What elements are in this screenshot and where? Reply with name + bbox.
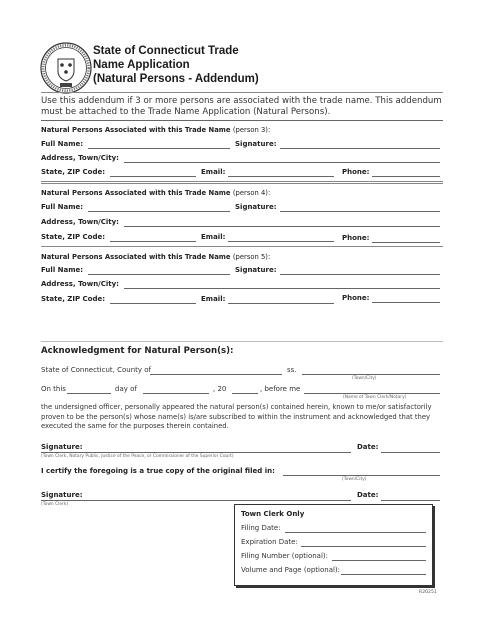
filing-number-field[interactable] [332,560,426,561]
ack-clerk-name-field[interactable] [304,393,440,394]
volume-page-field[interactable] [341,574,426,575]
filing-date-field[interactable] [285,532,426,533]
ack-before-me-label: , before me [260,385,301,393]
ack-day-of-label: day of [115,385,137,393]
person-5-full-name-label: Full Name: [41,266,84,274]
ack-on-this-label: On this [41,385,66,393]
town-clerk-note: (Town Clerk) [41,502,69,507]
certify-town-note: (Town/City) [342,477,367,482]
person-4-address-label: Address, Town/City: [41,218,119,226]
person-3-phone-label: Phone: [342,168,370,176]
section-divider-1b [41,183,443,184]
person-5-number: (person 5): [232,253,271,261]
person-4-email-label: Email: [201,233,226,241]
ack-year-field[interactable] [232,393,258,394]
person-4-state-zip-label: State, ZIP Code: [41,233,106,241]
header-divider [41,92,443,93]
ack-signer-note: (Town Clerk, Notary Public, Justice of the Peace, or Commissioner of the Superior Court) [41,454,234,459]
ack-month-field[interactable] [143,393,209,394]
ack-signature-label: Signature: [41,443,83,451]
filing-number-label: Filing Number (optional): [241,552,328,560]
person-4-signature-field[interactable] [280,211,440,212]
person-3-state-zip-field[interactable] [110,176,196,177]
person-4-signature-label: Signature: [235,203,277,211]
volume-page-label: Volume and Page (optional): [241,566,341,574]
person-3-state-zip-label: State, ZIP Code: [41,168,106,176]
person-3-signature-label: Signature: [235,140,277,148]
certify-date-field[interactable] [381,500,440,501]
ack-signature-field[interactable] [41,452,351,453]
ack-paragraph: the undersigned officer, personally appeared the natural person(s) contained herein, known to me/or satisfactorily proven to be the person(s) whose name(s) is/are subscribed to within the instrument and acknowledged that they executed the same for the purposes therein contained. [41,403,432,430]
person-3-phone-field[interactable] [372,176,440,177]
certify-town-field[interactable] [283,475,440,476]
person-5-heading-text: Natural Persons Associated with this Trade Name [41,253,231,261]
person-5-phone-field[interactable] [372,302,440,303]
form-reference: R20251 [419,590,437,595]
title-line-2: Name Application [93,59,190,71]
person-5-state-zip-label: State, ZIP Code: [41,295,106,303]
filing-date-label: Filing Date: [241,524,281,532]
ack-year-prefix: , 20 [213,385,227,393]
person-3-full-name-field[interactable] [88,148,230,149]
expiration-date-label: Expiration Date: [241,538,298,546]
ack-title: Acknowledgment for Natural Person(s): [41,346,234,356]
person-4-number: (person 4): [232,189,271,197]
intro-text: Use this addendum if 3 or more persons are associated with the trade name. This addendum must be attached to the Trade Name Application (Natural Persons). [41,96,442,117]
ack-day-field[interactable] [67,393,111,394]
person-4-full-name-field[interactable] [88,211,230,212]
certify-label: I certify the foregoing is a true copy of the original filed in: [41,467,275,475]
person-5-signature-label: Signature: [235,266,277,274]
person-3-heading [41,126,270,134]
person-5-address-label: Address, Town/City: [41,280,119,288]
ack-state-county-label: State of Connecticut, County of [41,366,151,374]
form-title [93,44,259,86]
ack-town-city-note: (Town/City) [352,376,377,381]
person-4-email-field[interactable] [228,241,334,242]
ack-town-field[interactable] [302,374,440,375]
person-4-phone-label: Phone: [342,234,370,242]
expiration-date-field[interactable] [301,546,426,547]
ack-date-label: Date: [357,443,379,451]
person-5-heading [41,253,270,261]
person-4-state-zip-field[interactable] [110,241,196,242]
section-divider-1a [41,181,443,182]
person-4-phone-field[interactable] [372,242,440,243]
certify-signature-label: Signature: [41,491,83,499]
town-clerk-box-title: Town Clerk Only [241,510,305,518]
ack-date-field[interactable] [381,452,440,453]
person-5-phone-label: Phone: [342,294,370,302]
person-5-state-zip-field[interactable] [110,303,196,304]
person-3-number: (person 3): [232,126,271,134]
ack-county-field[interactable] [150,374,282,375]
section-divider-2 [41,246,443,247]
person-3-full-name-label: Full Name: [41,140,84,148]
certify-signature-field[interactable] [41,500,351,501]
person-3-address-field[interactable] [124,162,440,163]
person-5-signature-field[interactable] [280,274,440,275]
person-4-address-field[interactable] [124,226,440,227]
person-5-full-name-field[interactable] [88,274,230,275]
ack-clerk-name-note: (Name of Town Clerk/Notary) [343,395,407,400]
state-seal-icon [40,42,92,94]
person-4-heading-text: Natural Persons Associated with this Trade Name [41,189,231,197]
person-5-email-field[interactable] [228,303,334,304]
person-3-address-label: Address, Town/City: [41,154,119,162]
ack-divider [41,341,443,342]
person-5-address-field[interactable] [124,288,440,289]
person-3-email-field[interactable] [228,176,334,177]
person-3-signature-field[interactable] [280,148,440,149]
certify-date-label: Date: [357,491,379,499]
person-4-heading [41,189,270,197]
person-5-email-label: Email: [201,295,226,303]
person-3-heading-text: Natural Persons Associated with this Trade Name [41,126,231,134]
title-line-1: State of Connecticut Trade [93,45,239,57]
title-line-3: (Natural Persons - Addendum) [93,73,259,85]
town-clerk-box [234,504,433,586]
person-3-email-label: Email: [201,168,226,176]
person-4-full-name-label: Full Name: [41,203,84,211]
intro-underline [41,120,443,121]
ack-ss-label: ss. [287,366,297,374]
